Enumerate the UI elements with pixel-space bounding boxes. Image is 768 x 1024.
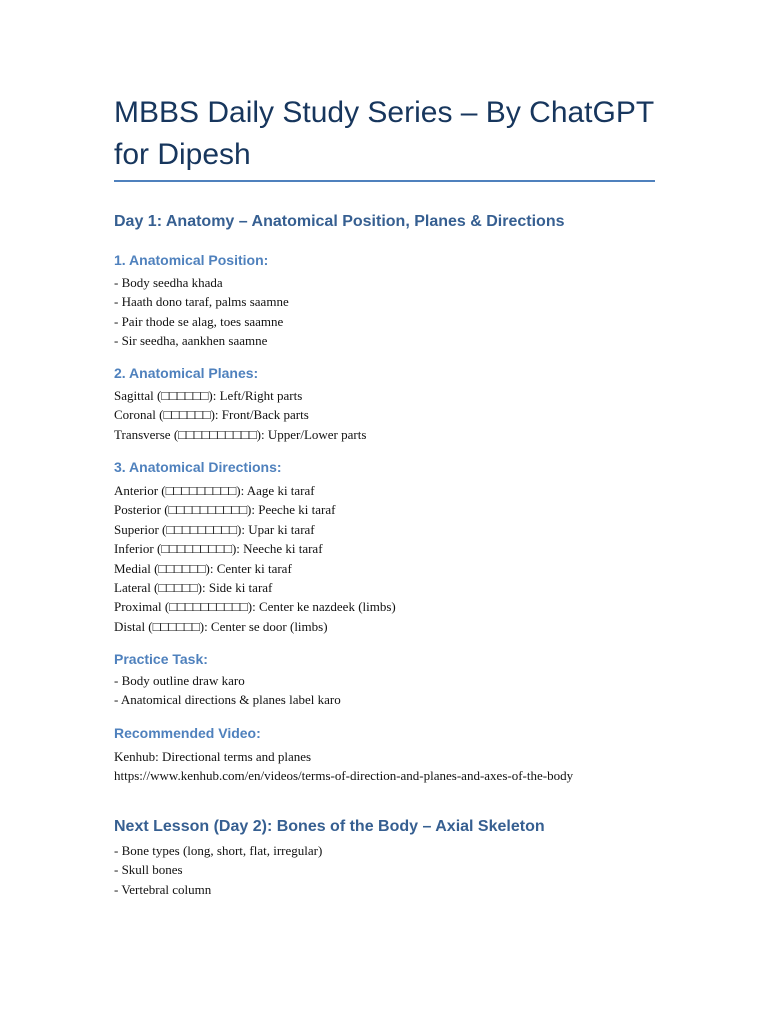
list-item: Inferior (□□□□□□□□□): Neeche ki taraf [114, 541, 323, 557]
list-item: - Body seedha khada [114, 275, 223, 290]
next-lesson-heading: Next Lesson (Day 2): Bones of the Body – Axial Skeleton [114, 818, 545, 835]
next-lesson-list [114, 841, 714, 899]
video-heading: Recommended Video: [114, 725, 261, 741]
list-item: Superior (□□□□□□□□□): Upar ki taraf [114, 521, 315, 537]
list-item: - Vertebral column [114, 881, 212, 897]
list-item: - Skull bones [114, 862, 183, 878]
planes-list [114, 386, 714, 444]
list-item: - Bone types (long, short, flat, irregular) [114, 843, 323, 858]
list-item: Transverse (□□□□□□□□□□): Upper/Lower parts [114, 426, 367, 442]
position-heading: 1. Anatomical Position: [114, 252, 269, 268]
practice-heading: Practice Task: [114, 651, 208, 667]
title-underline [114, 180, 655, 182]
document-title: MBBS Daily Study Series – By ChatGPT for Dipesh [114, 96, 654, 171]
list-item: Sagittal (□□□□□□): Left/Right parts [114, 388, 303, 403]
practice-list [114, 671, 714, 710]
list-item: Posterior (□□□□□□□□□□): Peeche ki taraf [114, 502, 336, 518]
directions-list [114, 481, 714, 636]
list-item: - Sir seedha, aankhen saamne [114, 333, 268, 349]
list-item: Lateral (□□□□□): Side ki taraf [114, 580, 273, 596]
video-list [114, 747, 714, 786]
day1-heading: Day 1: Anatomy – Anatomical Position, Planes & Directions [114, 213, 565, 230]
list-item: - Anatomical directions & planes label karo [114, 692, 341, 708]
list-item: - Haath dono taraf, palms saamne [114, 294, 289, 310]
list-item: Coronal (□□□□□□): Front/Back parts [114, 407, 309, 423]
planes-heading: 2. Anatomical Planes: [114, 365, 259, 381]
position-list [114, 273, 714, 351]
list-item: Distal (□□□□□□): Center se door (limbs) [114, 618, 328, 634]
list-item: - Pair thode se alag, toes saamne [114, 313, 284, 329]
list-item: Kenhub: Directional terms and planes [114, 749, 312, 764]
list-item: Proximal (□□□□□□□□□□): Center ke nazdeek (limbs) [114, 599, 396, 615]
directions-heading: 3. Anatomical Directions: [114, 459, 282, 475]
list-item: - Body outline draw karo [114, 673, 245, 688]
list-item: Medial (□□□□□□): Center ki taraf [114, 560, 292, 576]
video-url: https://www.kenhub.com/en/videos/terms-of-direction-and-planes-and-axes-of-the-body [114, 768, 574, 784]
list-item: Anterior (□□□□□□□□□): Aage ki taraf [114, 483, 315, 498]
